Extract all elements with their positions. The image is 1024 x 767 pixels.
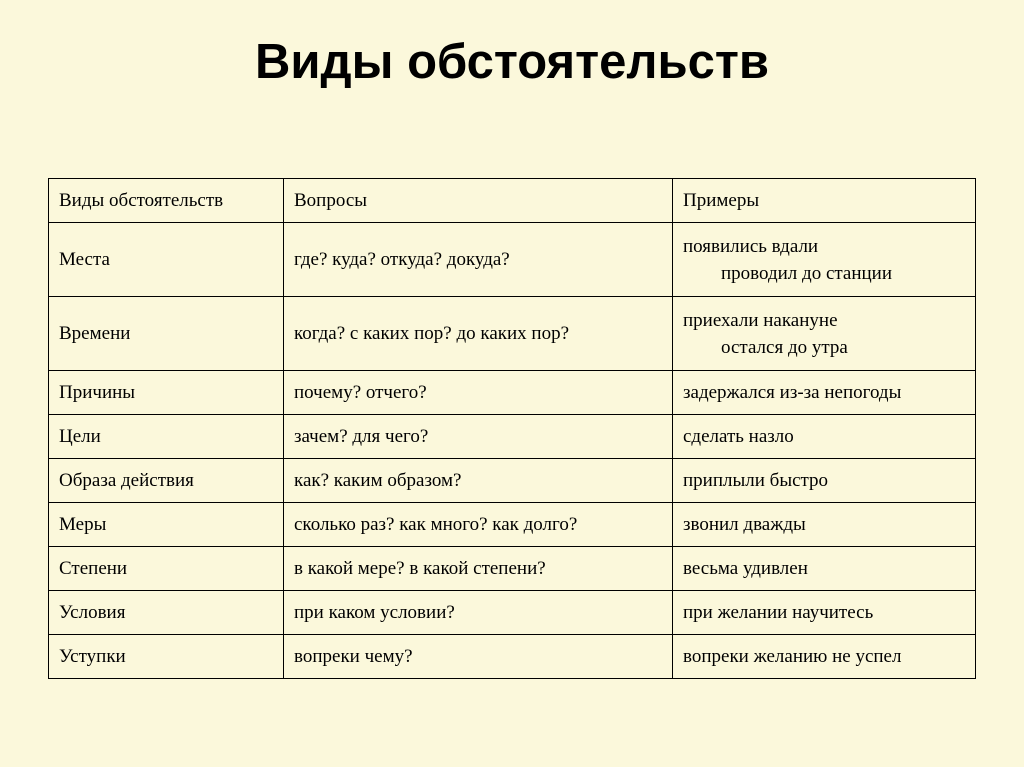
questions-cell: в какой мере? в какой степени? [284, 547, 673, 591]
column-header-examples: Примеры [673, 179, 976, 223]
column-header-types: Виды обстоятельств [49, 179, 284, 223]
page-title: Виды обстоятельств [255, 35, 769, 89]
examples-cell: задержался из-за непогоды [673, 371, 976, 415]
circumstance-type-cell: Цели [49, 415, 284, 459]
examples-cell: приплыли быстро [673, 459, 976, 503]
examples-cell: при желании научитесь [673, 591, 976, 635]
questions-cell: сколько раз? как много? как долго? [284, 503, 673, 547]
circumstance-type-cell: Меры [49, 503, 284, 547]
example-line: проводил до станции [721, 262, 893, 284]
example-line: приехали накануне [683, 309, 838, 331]
table-row [49, 297, 976, 371]
circumstance-type-cell: Места [49, 223, 284, 297]
circumstance-type-cell: Причины [49, 371, 284, 415]
table-row [49, 415, 976, 459]
examples-cell: сделать назло [673, 415, 976, 459]
examples-cell: звонил дважды [673, 503, 976, 547]
questions-cell: как? каким образом? [284, 459, 673, 503]
circumstance-type-cell: Уступки [49, 635, 284, 679]
questions-cell: вопреки чему? [284, 635, 673, 679]
circumstances-table [48, 178, 976, 679]
questions-cell: где? куда? откуда? докуда? [284, 223, 673, 297]
examples-cell [673, 223, 976, 297]
table-row [49, 371, 976, 415]
table-row [49, 503, 976, 547]
questions-cell: при каком условии? [284, 591, 673, 635]
questions-cell: зачем? для чего? [284, 415, 673, 459]
circumstance-type-cell: Степени [49, 547, 284, 591]
circumstance-type-cell: Образа действия [49, 459, 284, 503]
table-row [49, 635, 976, 679]
table-row [49, 547, 976, 591]
circumstance-type-cell: Условия [49, 591, 284, 635]
example-line: остался до утра [721, 336, 848, 358]
questions-cell: когда? с каких пор? до каких пор? [284, 297, 673, 371]
table-row [49, 223, 976, 297]
examples-cell: вопреки желанию не успел [673, 635, 976, 679]
table-row [49, 459, 976, 503]
table-row [49, 591, 976, 635]
table-header-row [49, 179, 976, 223]
questions-cell: почему? отчего? [284, 371, 673, 415]
column-header-questions: Вопросы [284, 179, 673, 223]
examples-cell: весьма удивлен [673, 547, 976, 591]
example-line: появились вдали [683, 235, 819, 257]
examples-cell [673, 297, 976, 371]
circumstance-type-cell: Времени [49, 297, 284, 371]
